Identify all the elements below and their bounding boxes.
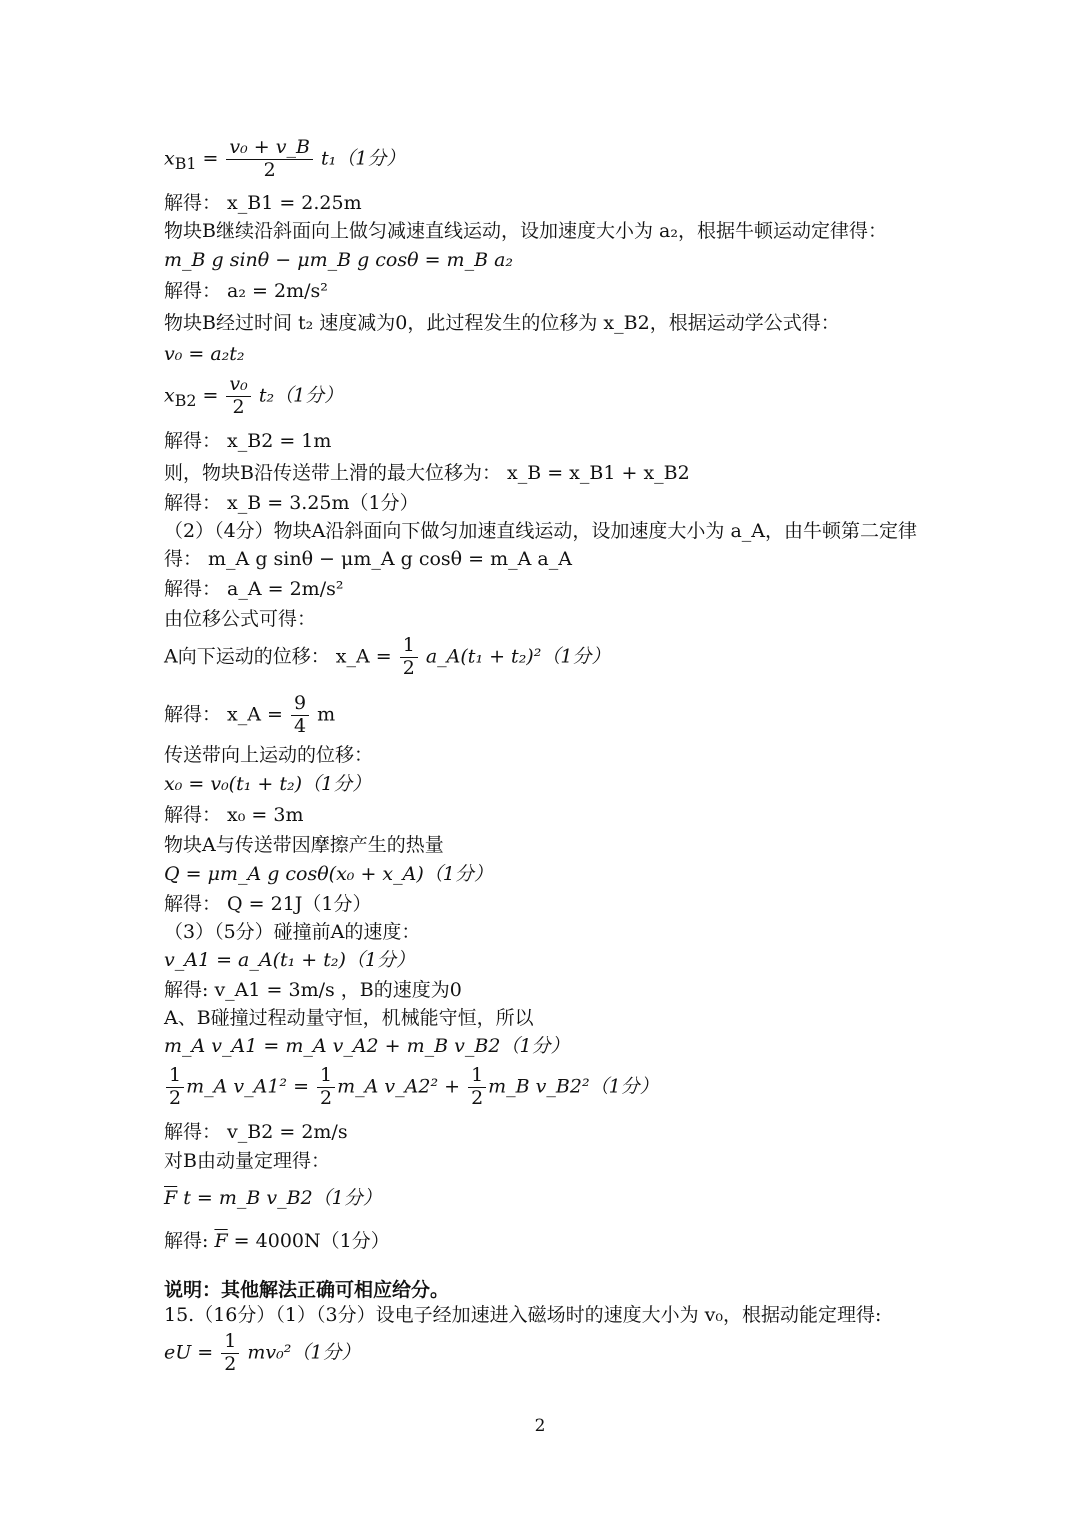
line-04: m_B g sinθ − μm_B g cosθ = m_B a₂ xyxy=(164,249,514,271)
eq-xa-result-pre: 解得： x_A = xyxy=(164,703,289,726)
line-11: 解得： x_B = 3.25m（1分） xyxy=(164,492,419,514)
eq-xa-result-post: m xyxy=(317,703,336,726)
frac-den: 2 xyxy=(471,1086,484,1109)
frac-num: 1 xyxy=(317,1066,335,1088)
eq-eu xyxy=(164,1332,360,1375)
eq-xa-result-frac xyxy=(291,694,309,737)
eq-eu-post: mv₀²（1分） xyxy=(247,1341,361,1364)
line-13: 得： m_A g sinθ − μm_A g cosθ = m_A a_A xyxy=(164,548,572,570)
eq-xb2-lhs: x xyxy=(164,384,175,407)
frac-den: 2 xyxy=(263,158,276,181)
frac-den: 2 xyxy=(402,656,415,679)
frac-num: 1 xyxy=(468,1066,486,1088)
frac-half-2 xyxy=(317,1066,335,1109)
line-28: m_A v_A1 = m_A v_A2 + m_B v_B2（1分） xyxy=(164,1035,570,1057)
line-21: 物块A与传送带因摩擦产生的热量 xyxy=(164,834,444,856)
line-10: 则，物块B沿传送带上滑的最大位移为： x_B = x_B1 + x_B2 xyxy=(164,462,690,484)
line-12: （2）（4分）物块A沿斜面向下做匀加速直线运动，设加速度大小为 a_A，由牛顿第二定律 xyxy=(164,520,917,542)
eq-xb2-eq: = xyxy=(196,384,225,407)
line-24: （3）（5分）碰撞前A的速度： xyxy=(164,921,421,943)
line-35: 15.（16分）（1）（3分）设电子经加速进入磁场时的速度大小为 v₀，根据动能定理得: xyxy=(164,1304,882,1326)
line-31: 对B由动量定理得： xyxy=(164,1150,330,1172)
frac-den: 2 xyxy=(320,1086,333,1109)
eq-eu-frac xyxy=(221,1332,239,1375)
line-19: x₀ = v₀(t₁ + t₂)（1分） xyxy=(164,773,372,795)
eq-xa-disp xyxy=(164,636,610,679)
line-22: Q = μm_A g cosθ(x₀ + x_A)（1分） xyxy=(164,863,493,885)
frac-num: 9 xyxy=(291,694,309,716)
line-15: 由位移公式可得： xyxy=(164,608,317,630)
line-05: 解得： a₂ = 2m/s² xyxy=(164,280,328,302)
line-20: 解得： x₀ = 3m xyxy=(164,804,304,826)
eq-xb2-post: t₂（1分） xyxy=(258,384,344,407)
frac-num: v₀ xyxy=(226,375,250,397)
eq-xb1 xyxy=(164,138,405,181)
eq-eu-pre: eU = xyxy=(164,1341,220,1364)
eq-xa-result xyxy=(164,694,335,737)
page-number: 2 xyxy=(534,1416,546,1436)
eq-xa-post: a_A(t₁ + t₂)²（1分） xyxy=(425,645,611,668)
energy-term-3: m_B v_B2²（1分） xyxy=(488,1075,659,1098)
frac-half-3 xyxy=(468,1066,486,1109)
eq-force-result xyxy=(164,1232,390,1251)
frac-num: v₀ + v_B xyxy=(226,138,313,160)
line-27: A、B碰撞过程动量守恒，机械能守恒，所以 xyxy=(164,1007,534,1029)
eq-xb1-frac xyxy=(226,138,313,181)
eq-xa-pre: A向下运动的位移： x_A = xyxy=(164,645,398,668)
eq-energy xyxy=(164,1066,659,1109)
eq-xb1-post: t₁（1分） xyxy=(321,147,406,170)
line-07: v₀ = a₂t₂ xyxy=(164,343,245,365)
line-03: 物块B继续沿斜面向上做匀减速直线运动，设加速度大小为 a₂，根据牛顿运动定律得： xyxy=(164,220,887,242)
eq-impulse xyxy=(164,1189,382,1208)
line-14: 解得： a_A = 2m/s² xyxy=(164,578,344,600)
line-06: 物块B经过时间 t₂ 速度减为0，此过程发生的位移为 x_B2，根据运动学公式得： xyxy=(164,312,840,334)
f-bar: $\overline{F}$ xyxy=(214,1230,228,1252)
eq-xb2-frac xyxy=(226,375,250,418)
line-18: 传送带向上运动的位移： xyxy=(164,744,374,766)
frac-den: 2 xyxy=(232,395,245,418)
eq-force-pre: 解得: xyxy=(164,1230,215,1252)
frac-num: 1 xyxy=(400,636,418,658)
eq-impulse-post: t = m_B v_B2（1分） xyxy=(177,1187,382,1209)
line-02: 解得： x_B1 = 2.25m xyxy=(164,192,362,214)
eq-xb2-sub: B2 xyxy=(174,391,197,411)
frac-half-1 xyxy=(166,1066,184,1109)
frac-den: 2 xyxy=(224,1352,237,1375)
frac-num: 1 xyxy=(221,1332,239,1354)
eq-xb2 xyxy=(164,375,343,418)
line-30: 解得： v_B2 = 2m/s xyxy=(164,1121,348,1143)
eq-force-post: = 4000N（1分） xyxy=(227,1230,390,1252)
eq-xb1-lhs: x xyxy=(164,147,175,170)
eq-xa-frac xyxy=(400,636,418,679)
frac-den: 2 xyxy=(169,1086,182,1109)
eq-xb1-sub: B1 xyxy=(174,154,197,174)
f-bar: $\overline{F}$ xyxy=(164,1187,178,1209)
note-line: 说明：其他解法正确可相应给分。 xyxy=(164,1279,450,1301)
eq-xb1-eq: = xyxy=(196,147,225,170)
line-26: 解得: v_A1 = 3m/s ，B的速度为0 xyxy=(164,979,462,1001)
energy-term-2: m_A v_A2² + xyxy=(337,1075,467,1098)
frac-den: 4 xyxy=(293,714,307,737)
line-25: v_A1 = a_A(t₁ + t₂)（1分） xyxy=(164,949,416,971)
line-23: 解得： Q = 21J（1分） xyxy=(164,893,372,915)
frac-num: 1 xyxy=(166,1066,184,1088)
line-09: 解得： x_B2 = 1m xyxy=(164,430,332,452)
energy-term-1: m_A v_A1² = xyxy=(186,1075,316,1098)
